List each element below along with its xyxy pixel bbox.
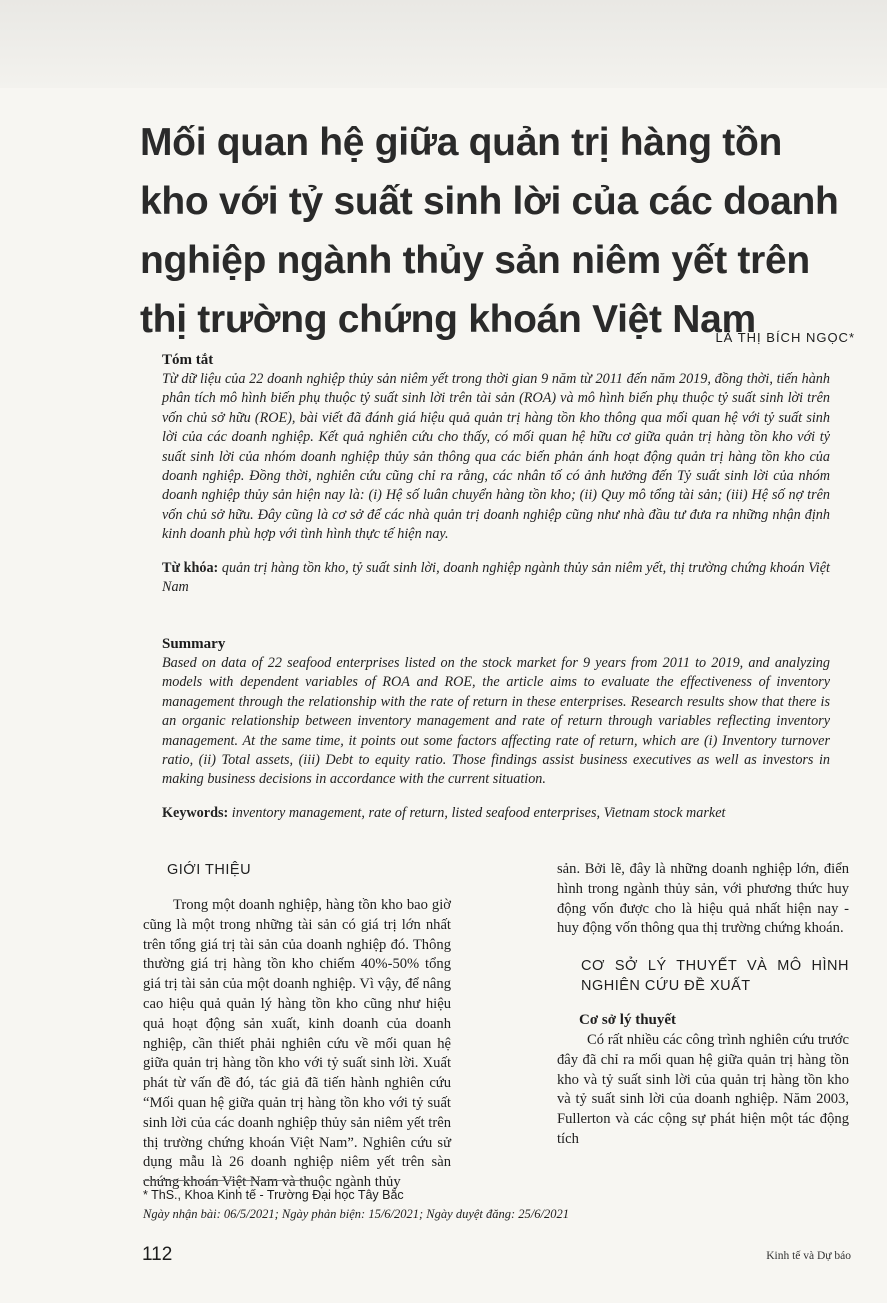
- intro-heading: GIỚI THIỆU: [167, 862, 252, 878]
- keywords-vi-label: Từ khóa:: [162, 559, 219, 576]
- abstract-vietnamese: [162, 352, 830, 597]
- article-title: Mối quan hệ giữa quản trị hàng tồn kho với tỷ suất sinh lời của các doanh nghiệp ngành thủy sản niêm yết trên thị trường chứng khoán Việt Nam: [140, 121, 839, 341]
- left-column: [143, 860, 451, 1193]
- abstract-en-text: Based on data of 22 seafood enterprises listed on the stock market for 9 years from 2011 to 2019, and analyzing models with dependent variables of ROA and ROE, the article aims to evaluate the effectiveness of inventory management through the relationship with the rate of return in these enterprises. Research results show that there is an organic relationship between inventory management and rate of return through variables reflecting inventory management. At the same time, it points out some factors affecting rate of return, which are (i) Inventory turnover ratio, (ii) Total assets, (iii) Debt to equity ratio. Those findings assist business executives as well as investors in making business decisions in accordance with the current situation.: [162, 655, 830, 788]
- submission-dates: Ngày nhận bài: 06/5/2021; Ngày phản biện: 15/6/2021; Ngày duyệt đăng: 25/6/2021: [143, 1207, 569, 1221]
- theory-paragraph: Có rất nhiều các công trình nghiên cứu trước đây đã chỉ ra mối quan hệ giữa quản trị hàng tồn kho và tỷ suất sinh lời của quản trị hàng tồn kho và tỷ suất sinh lời của doanh nghiệp. Năm 2003, Fullerton và các cộng sự phát hiện một tác động tích: [557, 1031, 849, 1147]
- author-affiliation: * ThS., Khoa Kinh tế - Trường Đại học Tây Bắc: [143, 1188, 404, 1202]
- author-name: LÃ THỊ BÍCH NGỌC*: [715, 330, 855, 345]
- abstract-vi-heading: Tóm tắt: [162, 352, 214, 368]
- abstract-en-heading: Summary: [162, 636, 226, 652]
- keywords-en: [162, 804, 830, 823]
- intro-paragraph: Trong một doanh nghiệp, hàng tồn kho bao giờ cũng là một trong những tài sản có giá trị lớn nhất trên tổng giá trị tài sản của doanh nghiệp đó. Thông thường giá trị hàng tồn kho chiếm 40%-50% tổng giá trị tài sản của một doanh nghiệp. Vì vậy, để nâng cao hiệu quả quản lý hàng tồn kho cũng như hiệu quả hoạt động sản xuất, kinh doanh của doanh nghiệp, cần thiết phải nghiên cứu về mối quan hệ giữa quản trị hàng tồn kho với tỷ suất sinh lời. Xuất phát từ vấn đề đó, tác giả đã tiến hành nghiên cứu “Mối quan hệ giữa quản trị hàng tồn kho với tỷ suất sinh lời của các doanh nghiệp thủy sản niêm yết trên thị trường chứng khoán Việt Nam”. Nghiên cứu sử dụng mẫu là 26 doanh nghiệp niêm yết trên sàn chứng khoán Việt Nam và thuộc ngành thủy: [143, 897, 451, 1191]
- page-number: 112: [142, 1244, 173, 1265]
- abstract-english: [162, 636, 830, 823]
- keywords-vi-text: quản trị hàng tồn kho, tỷ suất sinh lời, doanh nghiệp ngành thủy sản niêm yết, thị trường chứng khoán Việt Nam: [162, 559, 830, 596]
- footnote-rule: [143, 1180, 313, 1181]
- footnote: [143, 1180, 843, 1224]
- journal-name: Kinh tế và Dự báo: [766, 1250, 851, 1262]
- abstract-vi-text: Từ dữ liệu của 22 doanh nghiệp thủy sản niêm yết trong thời gian 9 năm từ 2011 đến năm 2019, đồng thời, tiến hành phân tích mô hình biến phụ thuộc tỷ suất sinh lời trên tài sản (ROA) và mô hình biến phụ thuộc tỷ suất sinh lời trên vốn chủ sở hữu (ROE), bài viết đã đánh giá hiệu quả quản trị hàng tồn kho thông qua mối quan hệ với tỷ suất sinh lời của các doanh nghiệp. Kết quả nghiên cứu cho thấy, có mối quan hệ hữu cơ giữa quản trị hàng tồn kho với tỷ suất sinh lời của nhóm doanh nghiệp thủy sản thông qua các biến phản ánh hoạt động quản trị hàng tồn kho của doanh nghiệp. Đồng thời, nghiên cứu cũng chỉ ra rằng, các nhân tố có ảnh hưởng đến Tỷ suất sinh lời của nhóm doanh nghiệp thủy sản hiện nay là: (i) Hệ số luân chuyển hàng tồn kho; (ii) Quy mô tổng tài sản; (iii) Hệ số nợ trên vốn chủ sở hữu. Đây cũng là cơ sở để các nhà quản trị doanh nghiệp cũng như nhà đầu tư đưa ra những nhận định kinh doanh phù hợp với tình hình thực tế hiện nay.: [162, 371, 830, 543]
- intro-continued: sản. Bởi lẽ, đây là những doanh nghiệp lớn, điển hình trong ngành thủy sản, với phương thức huy động vốn được cho là hiệu quả nhất hiện nay - huy động vốn thông qua thị trường chứng khoán.: [557, 861, 849, 937]
- scan-top-band: [0, 0, 887, 88]
- keywords-en-text: inventory management, rate of return, listed seafood enterprises, Vietnam stock market: [231, 804, 726, 821]
- right-column: [557, 860, 849, 1150]
- keywords-en-label: Keywords:: [162, 804, 229, 821]
- theory-subheading: Cơ sở lý thuyết: [579, 1012, 677, 1029]
- keywords-vi: [162, 559, 830, 598]
- theory-heading: CƠ SỞ LÝ THUYẾT VÀ MÔ HÌNH NGHIÊN CỨU ĐỀ XUẤT: [581, 958, 849, 995]
